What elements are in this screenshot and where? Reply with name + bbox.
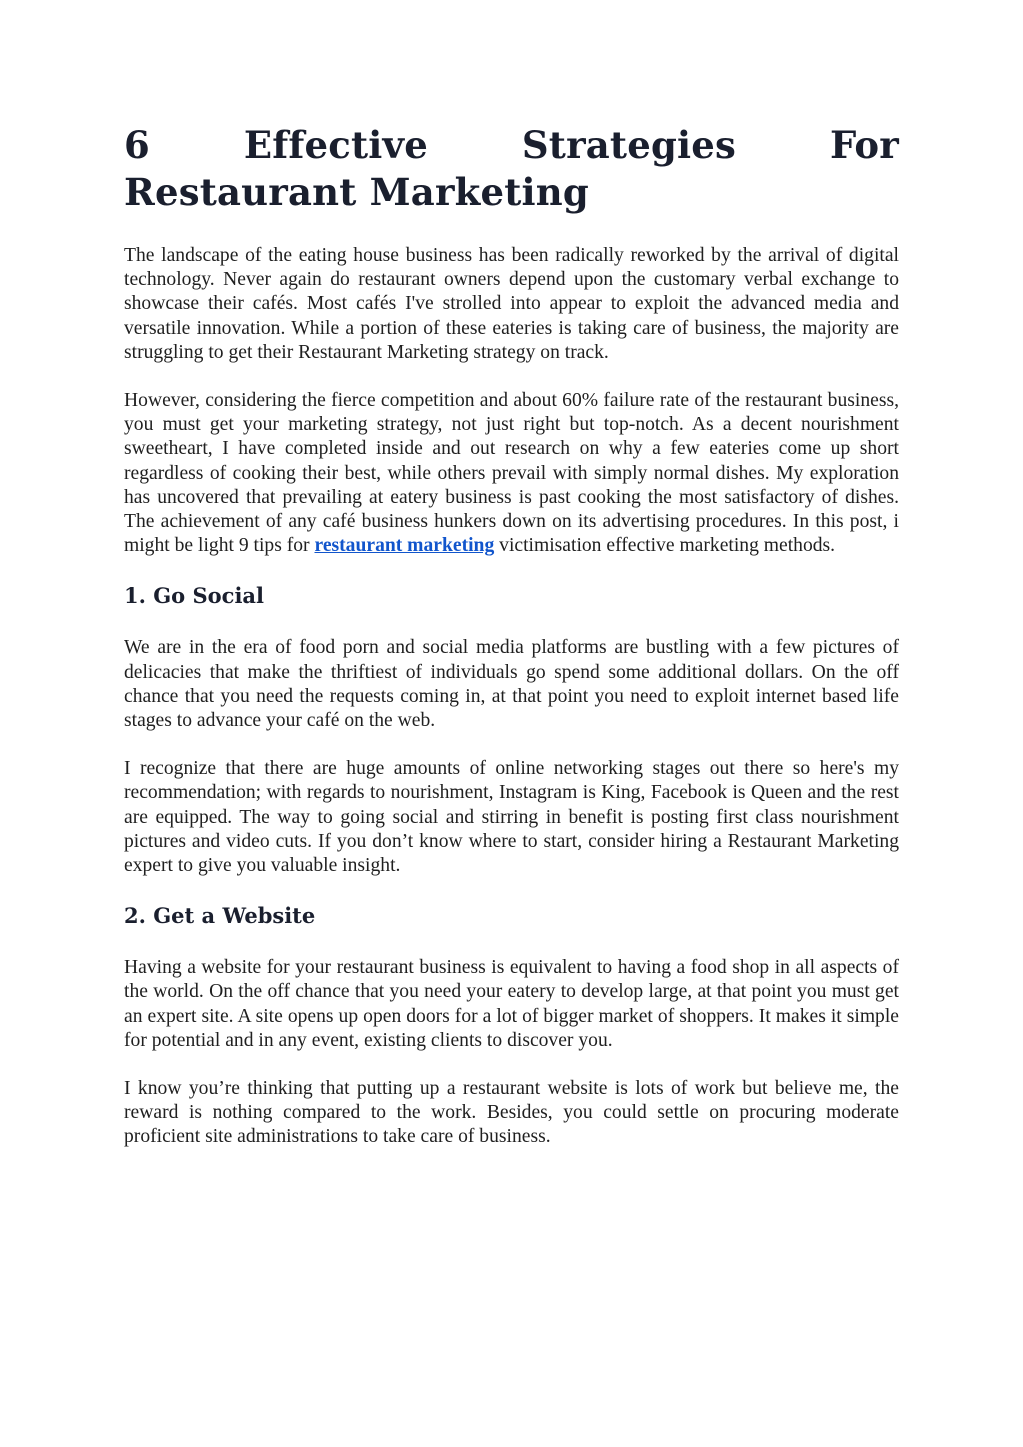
intro-text-before-link: However, considering the fierce competition and about 60% failure rate of the restaurant business, you must get your marketing strategy, not just right but top-notch. As a decent nourishment sweetheart, I have completed inside and out research on why a few eateries come up short regardless of cooking their best, while others prevail with simply normal dishes. My exploration has uncovered that prevailing at eatery business is past cooking the most satisfactory of dishes. The achievement of any café business hunkers down on its advertising procedures. In this post, i might be light 9 tips for (124, 390, 899, 557)
document-page (124, 122, 899, 1150)
intro-text-after-link: victimisation effective marketing methods. (494, 535, 836, 557)
section-paragraph: I know you’re thinking that putting up a restaurant website is lots of work but believe me, the reward is nothing compared to the work. Besides, you could settle on procuring moderate proficient site administrations to take care of business. (124, 1078, 899, 1148)
intro-paragraph-with-link (124, 389, 899, 558)
document-title: 6 Effective Strategies For Restaurant Marketing (124, 123, 899, 214)
section-heading-get-a-website: 2. Get a Website (124, 903, 316, 929)
section-paragraph: We are in the era of food porn and social media platforms are bustling with a few pictures of delicacies that make the thriftiest of individuals go spend some additional dollars. On the off chance that you need the requests coming in, at that point you need to exploit internet based life stages to advance your café on the web. (124, 637, 899, 732)
section-paragraph: I recognize that there are huge amounts of online networking stages out there so here's my recommendation; with regards to nourishment, Instagram is King, Facebook is Queen and the rest are equipped. The way to going social and stirring in benefit is posting first class nourishment pictures and video cuts. If you don’t know where to start, consider hiring a Restaurant Marketing expert to give you valuable insight. (124, 758, 899, 877)
restaurant-marketing-link[interactable]: restaurant marketing (314, 535, 495, 557)
intro-paragraph: The landscape of the eating house business has been radically reworked by the arrival of digital technology. Never again do restaurant owners depend upon the customary verbal exchange to showcase their cafés. Most cafés I've strolled into appear to exploit the advanced media and versatile innovation. While a portion of these eateries is taking care of business, the majority are struggling to get their Restaurant Marketing strategy on track. (124, 245, 899, 363)
section-heading-go-social: 1. Go Social (124, 583, 265, 609)
section-paragraph: Having a website for your restaurant business is equivalent to having a food shop in all aspects of the world. On the off chance that you need your eatery to develop large, at that point you must get an expert site. A site opens up open doors for a lot of bigger market of shoppers. It makes it simple for potential and in any event, existing clients to discover you. (124, 957, 899, 1051)
